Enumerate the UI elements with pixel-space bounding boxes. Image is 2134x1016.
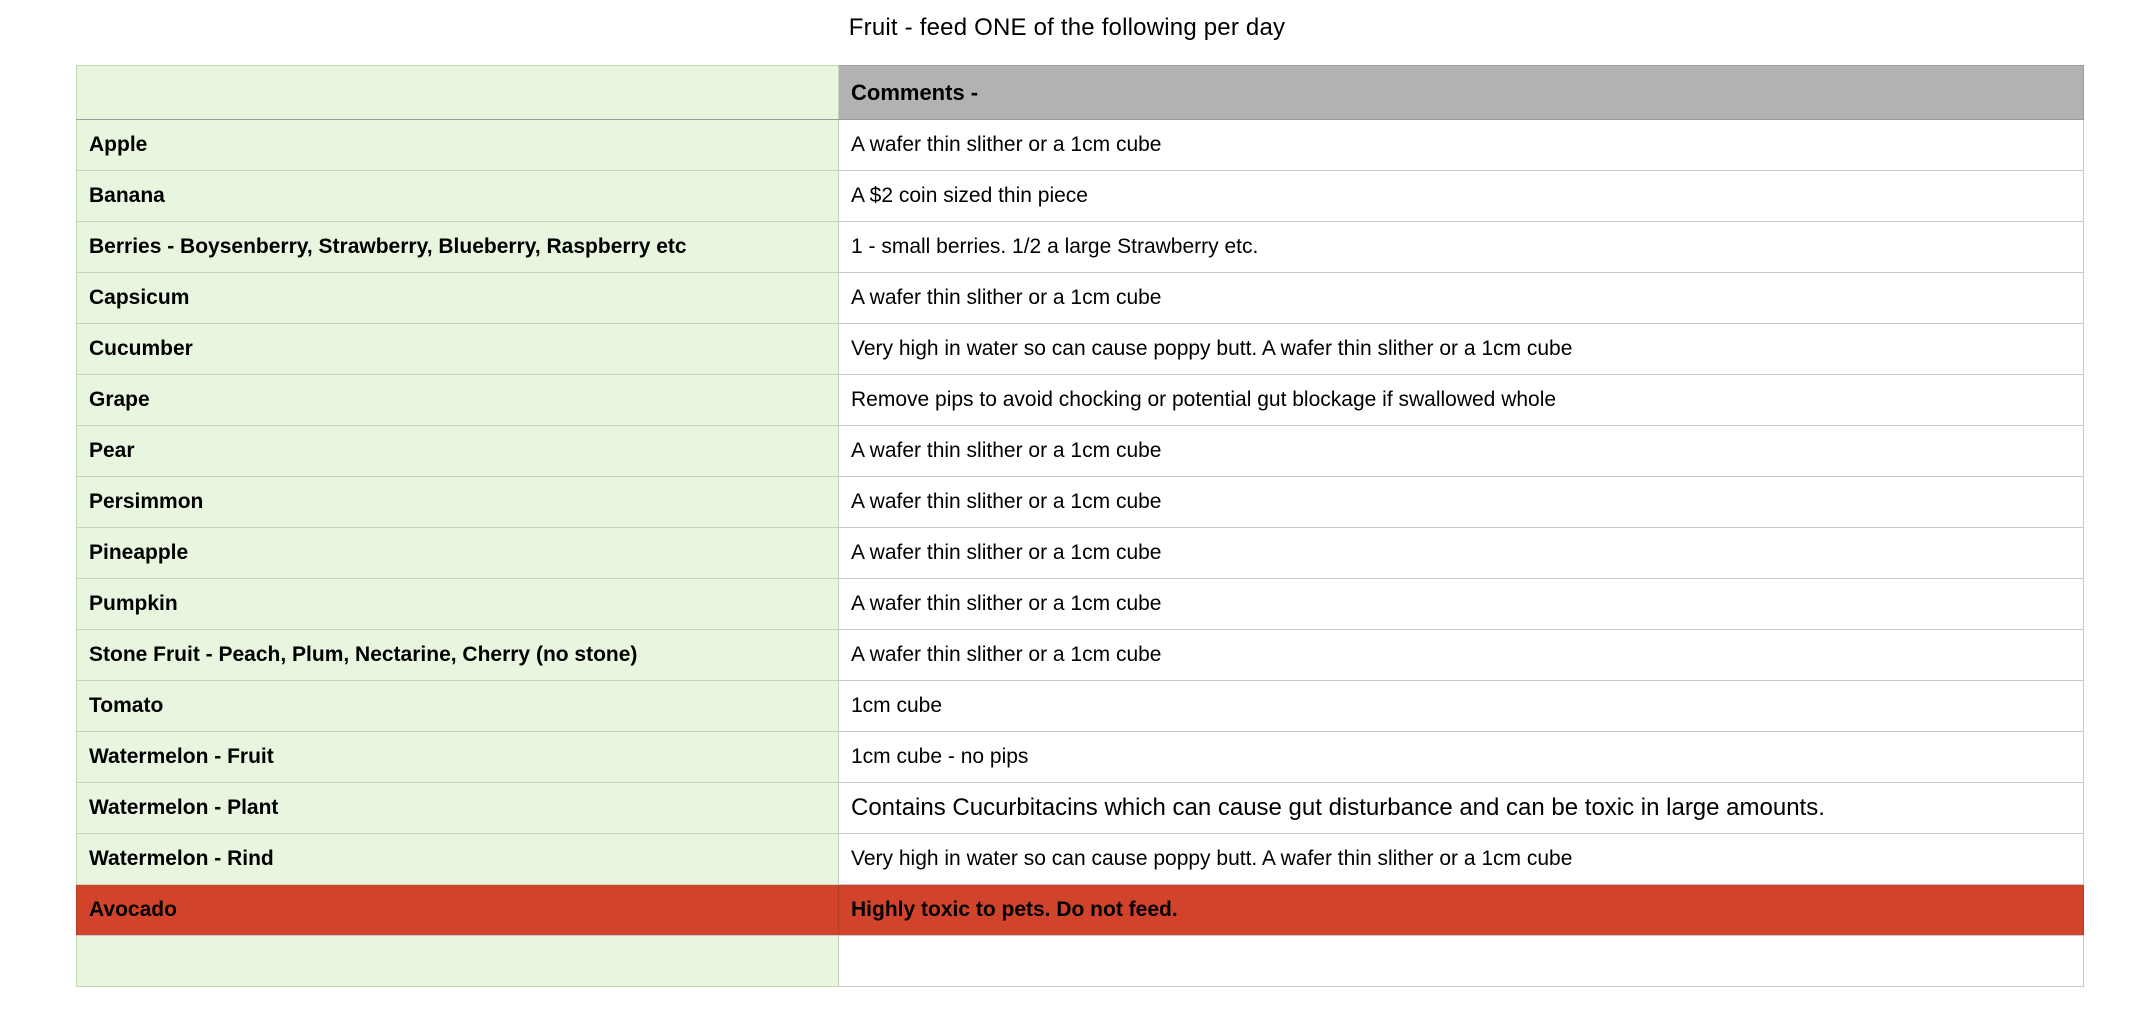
table-row (77, 885, 2084, 936)
fruit-name-cell: Apple (77, 120, 839, 171)
table-row (77, 375, 2084, 426)
comment-cell: A wafer thin slither or a 1cm cube (839, 579, 2084, 630)
table-row (77, 477, 2084, 528)
comment-cell: Highly toxic to pets. Do not feed. (839, 885, 2084, 936)
fruit-name-cell: Pineapple (77, 528, 839, 579)
table-row (77, 426, 2084, 477)
fruit-table-body (77, 120, 2084, 987)
comment-cell: Very high in water so can cause poppy butt. A wafer thin slither or a 1cm cube (839, 834, 2084, 885)
comment-cell: A wafer thin slither or a 1cm cube (839, 120, 2084, 171)
comment-cell: Contains Cucurbitacins which can cause gut disturbance and can be toxic in large amounts. (839, 783, 2084, 834)
name-column-header-cell (77, 66, 839, 120)
comment-cell: A wafer thin slither or a 1cm cube (839, 528, 2084, 579)
comment-cell: Very high in water so can cause poppy butt. A wafer thin slither or a 1cm cube (839, 324, 2084, 375)
fruit-name-cell: Avocado (77, 885, 839, 936)
fruit-name-cell: Pumpkin (77, 579, 839, 630)
fruit-name-cell: Grape (77, 375, 839, 426)
table-row (77, 732, 2084, 783)
table-header-row (77, 66, 2084, 120)
table-row (77, 120, 2084, 171)
fruit-name-cell: Tomato (77, 681, 839, 732)
fruit-name-cell: Watermelon - Fruit (77, 732, 839, 783)
comment-cell: 1cm cube (839, 681, 2084, 732)
fruit-name-cell: Banana (77, 171, 839, 222)
fruit-name-cell: Berries - Boysenberry, Strawberry, Blueberry, Raspberry etc (77, 222, 839, 273)
fruit-name-cell: Stone Fruit - Peach, Plum, Nectarine, Cherry (no stone) (77, 630, 839, 681)
comment-cell (839, 936, 2084, 987)
page-title: Fruit - feed ONE of the following per day (848, 14, 1286, 41)
comment-cell: A wafer thin slither or a 1cm cube (839, 426, 2084, 477)
fruit-name-cell: Watermelon - Rind (77, 834, 839, 885)
table-row (77, 681, 2084, 732)
comment-cell: Remove pips to avoid chocking or potential gut blockage if swallowed whole (839, 375, 2084, 426)
comment-cell: A $2 coin sized thin piece (839, 171, 2084, 222)
fruit-name-cell: Watermelon - Plant (77, 783, 839, 834)
comment-cell: 1 - small berries. 1/2 a large Strawberry etc. (839, 222, 2084, 273)
comment-cell: 1cm cube - no pips (839, 732, 2084, 783)
fruit-table (76, 65, 2084, 987)
table-row (77, 783, 2084, 834)
comment-cell: A wafer thin slither or a 1cm cube (839, 273, 2084, 324)
table-row (77, 324, 2084, 375)
fruit-name-cell (77, 936, 839, 987)
table-row (77, 936, 2084, 987)
comment-cell: A wafer thin slither or a 1cm cube (839, 630, 2084, 681)
table-row (77, 273, 2084, 324)
comment-cell: A wafer thin slither or a 1cm cube (839, 477, 2084, 528)
comments-column-header-cell: Comments - (839, 66, 2084, 120)
fruit-name-cell: Pear (77, 426, 839, 477)
table-row (77, 171, 2084, 222)
table-row (77, 222, 2084, 273)
table-row (77, 579, 2084, 630)
fruit-name-cell: Persimmon (77, 477, 839, 528)
fruit-name-cell: Cucumber (77, 324, 839, 375)
table-row (77, 528, 2084, 579)
fruit-name-cell: Capsicum (77, 273, 839, 324)
table-row (77, 834, 2084, 885)
table-row (77, 630, 2084, 681)
